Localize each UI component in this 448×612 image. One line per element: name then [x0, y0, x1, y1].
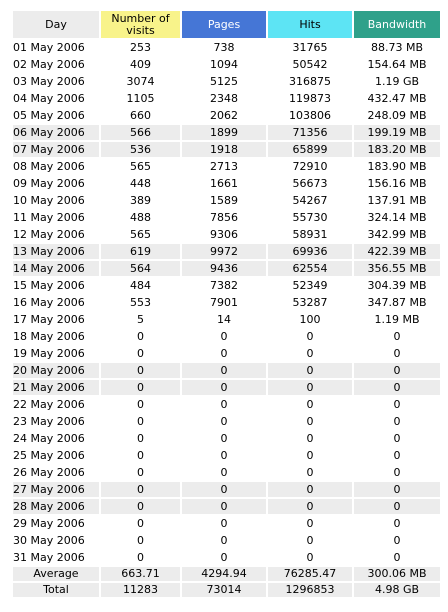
pages-cell: 1094	[210, 58, 238, 71]
table-row	[13, 465, 440, 480]
day-cell: 07 May 2006	[13, 142, 99, 157]
day-cell: 01 May 2006	[13, 41, 85, 54]
visits-cell: 0	[137, 449, 144, 462]
total-bandwidth: 4.98 GB	[354, 583, 440, 597]
table-row	[13, 227, 440, 242]
bandwidth-cell: 1.19 MB	[374, 313, 420, 326]
total-visits: 11283	[101, 583, 180, 597]
header-bandwidth: Bandwidth	[354, 11, 440, 38]
pages-cell: 14	[217, 313, 231, 326]
pages-cell: 0	[220, 398, 228, 411]
bandwidth-cell: 0	[393, 347, 401, 360]
visits-cell: 0	[137, 398, 144, 411]
bandwidth-cell: 0	[393, 534, 401, 547]
day-cell: 22 May 2006	[13, 398, 85, 411]
hits-cell: 0	[268, 499, 352, 514]
pages-cell: 2713	[210, 160, 238, 173]
bandwidth-cell: 0	[354, 482, 440, 497]
visits-cell: 0	[101, 380, 180, 395]
visits-cell: 488	[130, 211, 151, 224]
visits-cell: 0	[137, 347, 144, 360]
day-cell: 10 May 2006	[13, 194, 85, 207]
header-day: Day	[13, 11, 99, 38]
bandwidth-cell: 0	[393, 466, 401, 479]
hits-cell: 0	[306, 432, 314, 445]
hits-cell: 58931	[292, 228, 328, 241]
hits-cell: 0	[268, 482, 352, 497]
table-row	[13, 244, 440, 259]
bandwidth-cell: 1.19 GB	[374, 75, 420, 88]
hits-cell: 0	[306, 398, 314, 411]
pages-cell: 0	[220, 415, 228, 428]
day-cell: 26 May 2006	[13, 466, 85, 479]
day-cell: 31 May 2006	[13, 551, 85, 564]
day-cell: 16 May 2006	[13, 296, 85, 309]
bandwidth-cell: 156.16 MB	[367, 177, 427, 190]
hits-cell: 0	[268, 380, 352, 395]
table-row	[13, 57, 440, 72]
visits-cell: 564	[101, 261, 180, 276]
table-row	[13, 346, 440, 361]
average-label: Average	[13, 567, 99, 581]
hits-cell: 0	[306, 415, 314, 428]
table-row	[13, 295, 440, 310]
bandwidth-cell: 0	[393, 398, 401, 411]
visits-cell: 409	[130, 58, 151, 71]
hits-cell: 0	[306, 449, 314, 462]
visits-cell: 0	[101, 482, 180, 497]
visits-cell: 0	[137, 330, 144, 343]
hits-cell: 31765	[292, 41, 328, 54]
table-row	[13, 414, 440, 429]
hits-cell: 0	[306, 534, 314, 547]
visits-cell: 448	[130, 177, 151, 190]
pages-cell: 2062	[210, 109, 238, 122]
day-cell: 29 May 2006	[13, 517, 85, 530]
visits-cell: 566	[101, 125, 180, 140]
table-row	[13, 159, 440, 174]
day-cell: 25 May 2006	[13, 449, 85, 462]
bandwidth-cell: 183.20 MB	[354, 142, 440, 157]
pages-cell: 0	[182, 363, 266, 378]
table-row	[13, 380, 440, 395]
visits-cell: 0	[137, 466, 144, 479]
hits-cell: 53287	[292, 296, 328, 309]
visits-cell: 484	[130, 279, 151, 292]
table-row	[13, 108, 440, 123]
hits-cell: 55730	[292, 211, 328, 224]
table-row	[13, 397, 440, 412]
total-hits: 1296853	[268, 583, 352, 597]
hits-cell: 56673	[292, 177, 328, 190]
bandwidth-cell: 248.09 MB	[367, 109, 427, 122]
pages-cell: 0	[220, 330, 228, 343]
visits-cell: 0	[101, 499, 180, 514]
pages-cell: 7856	[210, 211, 238, 224]
day-cell: 11 May 2006	[13, 211, 85, 224]
hits-cell: 0	[306, 517, 314, 530]
pages-cell: 5125	[210, 75, 238, 88]
pages-cell: 1661	[210, 177, 238, 190]
pages-cell: 0	[182, 380, 266, 395]
bandwidth-cell: 0	[354, 380, 440, 395]
pages-cell: 0	[220, 534, 228, 547]
table-row	[13, 363, 440, 378]
hits-cell: 69936	[268, 244, 352, 259]
table-row	[13, 516, 440, 531]
hits-cell: 0	[306, 551, 314, 564]
table-body	[13, 40, 440, 565]
table-row	[13, 210, 440, 225]
pages-cell: 1918	[182, 142, 266, 157]
table-row	[13, 448, 440, 463]
day-cell: 12 May 2006	[13, 228, 85, 241]
visits-cell: 0	[137, 534, 144, 547]
day-cell: 08 May 2006	[13, 160, 85, 173]
bandwidth-cell: 356.55 MB	[354, 261, 440, 276]
day-cell: 14 May 2006	[13, 261, 99, 276]
bandwidth-cell: 0	[393, 432, 401, 445]
table-row	[13, 176, 440, 191]
average-hits: 76285.47	[268, 567, 352, 581]
table-row	[13, 482, 440, 497]
day-cell: 28 May 2006	[13, 499, 99, 514]
bandwidth-cell: 422.39 MB	[354, 244, 440, 259]
visits-cell: 0	[137, 432, 144, 445]
hits-cell: 0	[306, 330, 314, 343]
table-row	[13, 329, 440, 344]
day-cell: 30 May 2006	[13, 534, 85, 547]
visits-cell: 0	[101, 363, 180, 378]
table-row	[13, 278, 440, 293]
daily-stats-table	[11, 9, 442, 599]
hits-cell: 52349	[292, 279, 328, 292]
bandwidth-cell: 137.91 MB	[367, 194, 427, 207]
table-row	[13, 312, 440, 327]
table-row	[13, 193, 440, 208]
day-cell: 18 May 2006	[13, 330, 85, 343]
table-row	[13, 431, 440, 446]
day-cell: 20 May 2006	[13, 363, 99, 378]
day-cell: 03 May 2006	[13, 75, 85, 88]
pages-cell: 2348	[210, 92, 238, 105]
bandwidth-cell: 154.64 MB	[367, 58, 427, 71]
day-cell: 13 May 2006	[13, 244, 99, 259]
bandwidth-cell: 0	[393, 551, 401, 564]
day-cell: 19 May 2006	[13, 347, 85, 360]
visits-cell: 3074	[126, 75, 155, 88]
visits-cell: 536	[101, 142, 180, 157]
pages-cell: 1589	[210, 194, 238, 207]
visits-cell: 660	[130, 109, 151, 122]
bandwidth-cell: 0	[393, 517, 401, 530]
hits-cell: 71356	[268, 125, 352, 140]
day-cell: 02 May 2006	[13, 58, 85, 71]
table-row	[13, 261, 440, 276]
visits-cell: 553	[130, 296, 151, 309]
table-row	[13, 142, 440, 157]
day-cell: 27 May 2006	[13, 482, 99, 497]
bandwidth-cell: 0	[393, 415, 401, 428]
hits-cell: 62554	[268, 261, 352, 276]
pages-cell: 9306	[210, 228, 238, 241]
pages-cell: 1899	[182, 125, 266, 140]
hits-cell: 316875	[289, 75, 331, 88]
pages-cell: 0	[220, 551, 228, 564]
pages-cell: 9436	[182, 261, 266, 276]
hits-cell: 100	[299, 313, 321, 326]
pages-cell: 0	[220, 449, 228, 462]
bandwidth-cell: 432.47 MB	[367, 92, 427, 105]
total-label: Total	[13, 583, 99, 597]
visits-cell: 619	[101, 244, 180, 259]
day-cell: 15 May 2006	[13, 279, 85, 292]
hits-cell: 0	[306, 347, 314, 360]
visits-cell: 0	[137, 551, 144, 564]
visits-cell: 253	[130, 41, 151, 54]
bandwidth-cell: 0	[354, 499, 440, 514]
daily-stats-panel	[11, 9, 442, 599]
pages-cell: 0	[220, 432, 228, 445]
bandwidth-cell: 304.39 MB	[367, 279, 427, 292]
pages-cell: 9972	[182, 244, 266, 259]
table-row	[13, 533, 440, 548]
visits-cell: 565	[130, 228, 151, 241]
day-cell: 17 May 2006	[13, 313, 85, 326]
visits-cell: 565	[130, 160, 151, 173]
hits-cell: 54267	[292, 194, 328, 207]
pages-cell: 0	[182, 499, 266, 514]
day-cell: 21 May 2006	[13, 380, 99, 395]
bandwidth-cell: 347.87 MB	[367, 296, 427, 309]
day-cell: 06 May 2006	[13, 125, 99, 140]
hits-cell: 72910	[292, 160, 328, 173]
average-bandwidth: 300.06 MB	[354, 567, 440, 581]
pages-cell: 7382	[210, 279, 238, 292]
day-cell: 23 May 2006	[13, 415, 85, 428]
pages-cell: 0	[220, 347, 228, 360]
header-visits: Number of visits	[101, 11, 180, 38]
total-pages: 73014	[182, 583, 266, 597]
day-cell: 24 May 2006	[13, 432, 85, 445]
day-cell: 04 May 2006	[13, 92, 85, 105]
table-row	[13, 550, 440, 565]
visits-cell: 5	[137, 313, 144, 326]
pages-cell: 7901	[210, 296, 238, 309]
bandwidth-cell: 88.73 MB	[370, 41, 424, 54]
pages-cell: 0	[220, 517, 228, 530]
header-hits: Hits	[268, 11, 352, 38]
pages-cell: 0	[182, 482, 266, 497]
table-row	[13, 40, 440, 55]
hits-cell: 65899	[268, 142, 352, 157]
bandwidth-cell: 324.14 MB	[367, 211, 427, 224]
visits-cell: 0	[137, 517, 144, 530]
hits-cell: 50542	[292, 58, 328, 71]
pages-cell: 738	[213, 41, 235, 54]
bandwidth-cell: 0	[393, 330, 401, 343]
bandwidth-cell: 0	[354, 363, 440, 378]
day-cell: 09 May 2006	[13, 177, 85, 190]
table-row	[13, 74, 440, 89]
bandwidth-cell: 342.99 MB	[367, 228, 427, 241]
table-row	[13, 91, 440, 106]
average-visits: 663.71	[101, 567, 180, 581]
bandwidth-cell: 199.19 MB	[354, 125, 440, 140]
total-row	[13, 583, 440, 597]
header-pages: Pages	[182, 11, 266, 38]
table-row	[13, 125, 440, 140]
average-row	[13, 567, 440, 581]
visits-cell: 1105	[126, 92, 155, 105]
visits-cell: 0	[137, 415, 144, 428]
hits-cell: 0	[306, 466, 314, 479]
hits-cell: 103806	[289, 109, 331, 122]
bandwidth-cell: 0	[393, 449, 401, 462]
visits-cell: 389	[130, 194, 151, 207]
day-cell: 05 May 2006	[13, 109, 85, 122]
table-header-row	[13, 11, 440, 38]
table-row	[13, 499, 440, 514]
average-pages: 4294.94	[182, 567, 266, 581]
hits-cell: 119873	[289, 92, 331, 105]
hits-cell: 0	[268, 363, 352, 378]
bandwidth-cell: 183.90 MB	[367, 160, 427, 173]
pages-cell: 0	[220, 466, 228, 479]
